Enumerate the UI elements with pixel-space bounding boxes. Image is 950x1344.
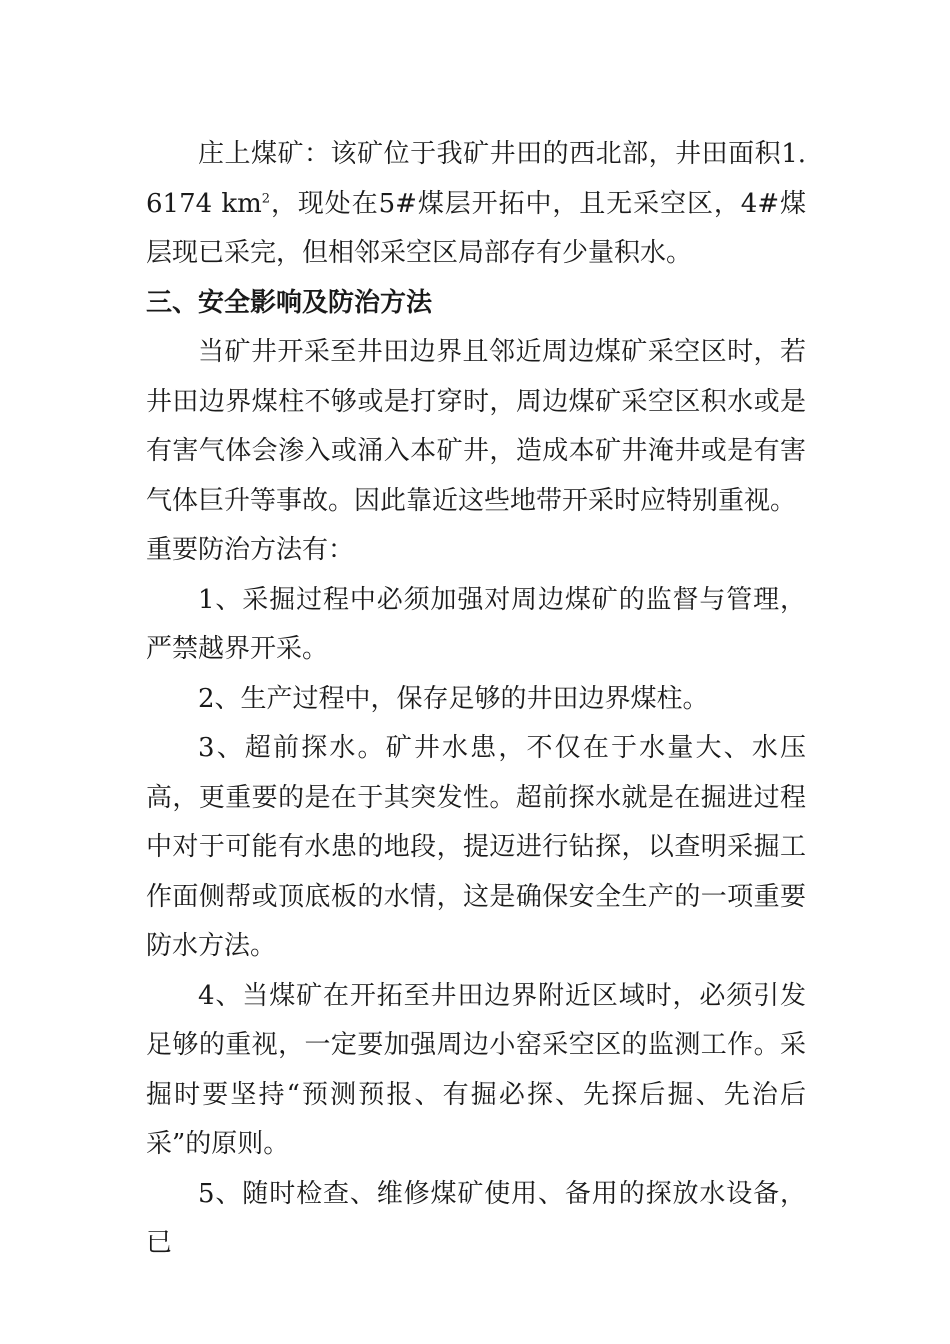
paragraph-zhuangshang-mine bbox=[146, 130, 806, 279]
paragraph-safety-impact: 当矿井开采至井田边界且邻近周边煤矿采空区时，若井田边界煤柱不够或是打穿时，周边煤矿采空区积水或是有害气体会渗入或涌入本矿井，造成本矿井淹井或是有害气体巨升等事故。因此靠近这些地带开采时应特别重视。 bbox=[146, 337, 806, 516]
paragraph-text: 庄上煤矿：该矿位于我矿井田的西北部，井田面积1.6174 km bbox=[146, 139, 806, 219]
document-page bbox=[146, 130, 806, 1269]
list-item-5: 5、随时检查、维修煤矿使用、备用的探放水设备，已 bbox=[146, 1178, 806, 1258]
list-item-4: 4、当煤矿在开拓至井田边界附近区域时，必须引发足够的重视，一定要加强周边小窑采空区的监测工作。采掘时要坚持“预测预报、有掘必探、先探后掘、先治后采”的原则。 bbox=[146, 980, 806, 1159]
list-item-3: 3、超前探水。矿井水患，不仅在于水量大、水压高，更重要的是在于其突发性。超前探水就是在掘进过程中对于可能有水患的地段，提迈进行钻探，以查明采掘工作面侧帮或顶底板的水情，这是确保安全生产的一项重要防水方法。 bbox=[146, 733, 806, 961]
paragraph-text: ，现处在5#煤层开拓中，且无采空区，4#煤层现已采完，但相邻采空区局部存有少量积水。 bbox=[146, 188, 807, 268]
list-item-2: 2、生产过程中，保存足够的井田边界煤柱。 bbox=[198, 683, 709, 714]
list-item-1: 1、采掘过程中必须加强对周边煤矿的监督与管理，严禁越界开采。 bbox=[146, 584, 806, 664]
section-heading: 三、安全影响及防治方法 bbox=[146, 287, 433, 318]
superscript: 2 bbox=[261, 190, 271, 206]
paragraph-methods-intro: 重要防治方法有： bbox=[146, 535, 355, 565]
